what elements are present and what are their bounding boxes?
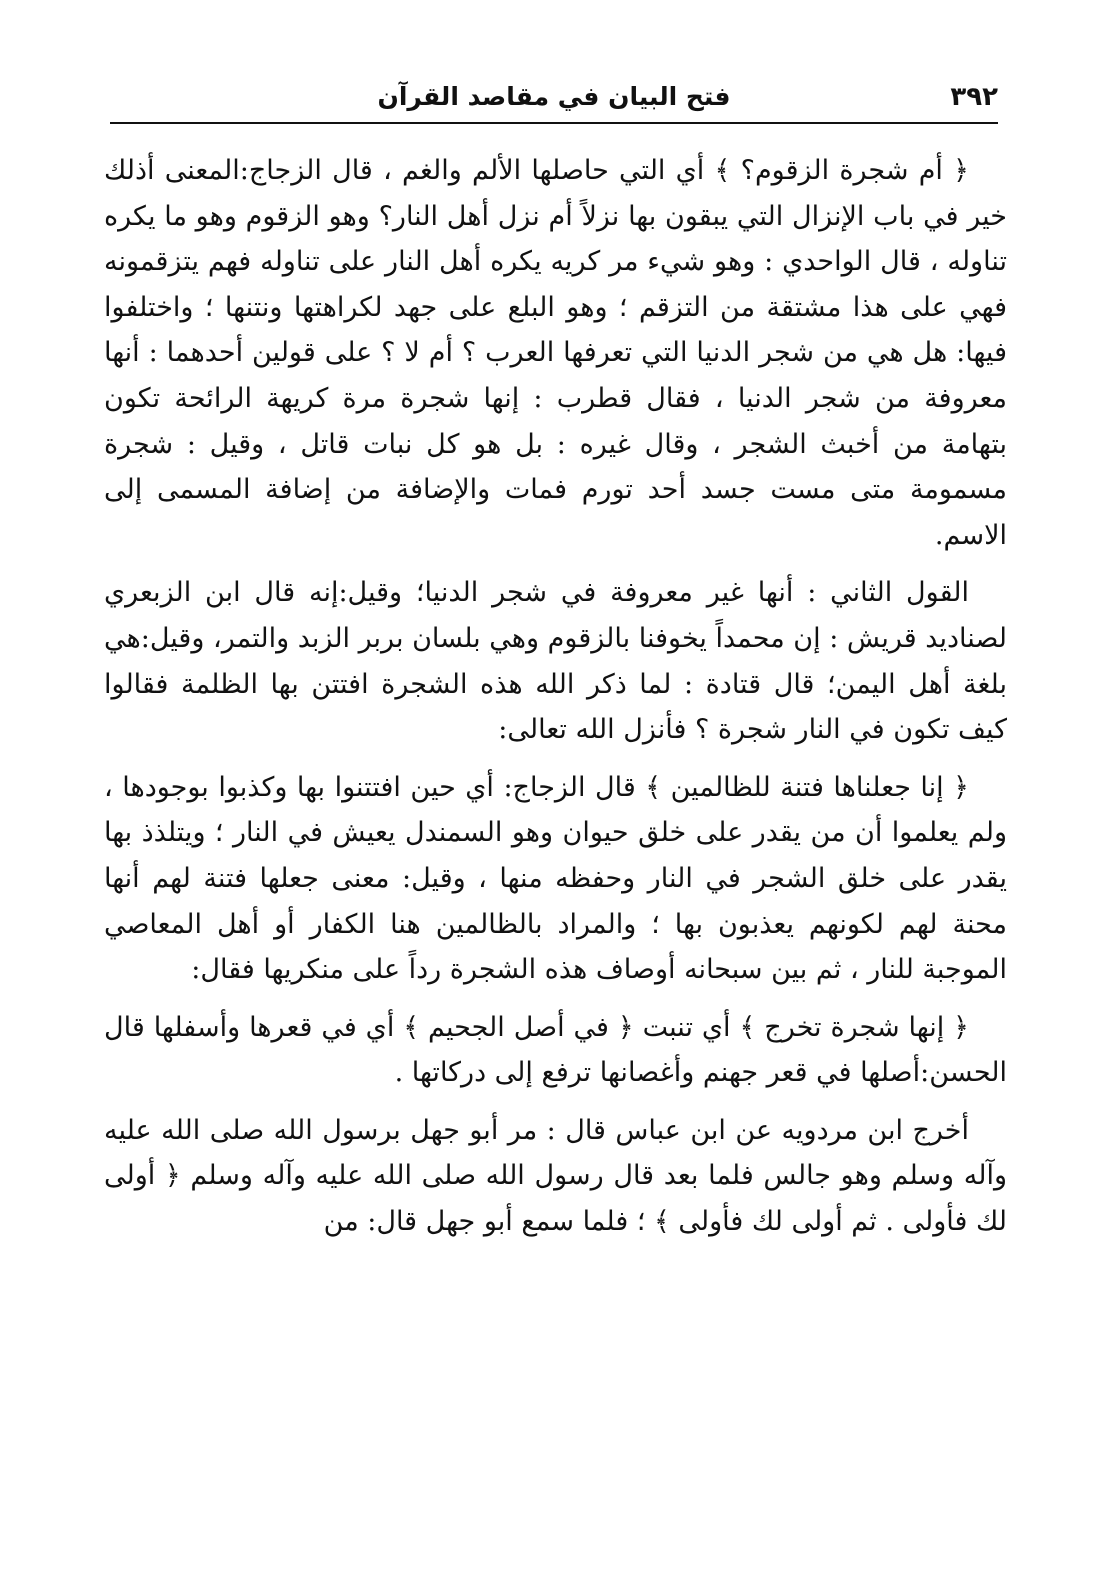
paragraph-5: أخرج ابن مردويه عن ابن عباس قال : مر أبو جهل برسول الله صلى الله عليه وآله وسلم وهو جالس فلما بعد قال رسول الله صلى الله عليه وآله وسلم ﴿ أولى لك فأولى . ثم أولى لك فأولى ﴾ ؛ فلما سمع أبو جهل قال: من bbox=[104, 1114, 1007, 1238]
paragraph-3: ﴿ إنا جعلناها فتنة للظالمين ﴾ قال الزجاج: أي حين افتتنوا بها وكذبوا بوجودها ، ولم يعلموا أن من يقدر على خلق حيوان وهو السمندل يعيش في النار ؛ ويتلذذ بها يقدر على خلق الشجر في النار وحفظه منها ، وقيل: معنى جعلها فتنة لهم أنها محنة لهم لكونهم يعذبون بها ؛ والمراد بالظالمين هنا الكفار أو أهل المعاصي الموجبة للنار ، ثم بين سبحانه أوصاف هذه الشجرة رداً على منكريها فقال: bbox=[104, 771, 1007, 986]
page-number: ٣٩٢ bbox=[950, 82, 998, 112]
page-header bbox=[110, 78, 998, 124]
paragraph-1: ﴿ أم شجرة الزقوم؟ ﴾ أي التي حاصلها الألم والغم ، قال الزجاج:المعنى أذلك خير في باب الإنزال التي يبقون بها نزلاً أم نزل أهل النار؟ وهو الزقوم وهو ما يكره تناوله ، قال الواحدي : وهو شيء مر كريه يكره أهل النار على تناوله فهم يتزقمونه فهي على هذا مشتقة من التزقم ؛ وهو البلع على جهد لكراهتها ونتنها ؛ واختلفوا فيها: هل هي من شجر الدنيا التي تعرفها العرب ؟ أم لا ؟ على قولين أحدهما : أنها معروفة من شجر الدنيا ، فقال قطرب : إنها شجرة مرة كريهة الرائحة تكون بتهامة من أخبث الشجر ، وقال غيره : بل هو كل نبات قاتل ، وقيل : شجرة مسمومة متى مست جسد أحد تورم فمات والإضافة من إضافة المسمى إلى الاسم. bbox=[104, 155, 1007, 551]
running-title: فتح البيان في مقاصد القرآن bbox=[377, 82, 731, 111]
body-text bbox=[104, 148, 1007, 1245]
paragraph-2: القول الثاني : أنها غير معروفة في شجر الدنيا؛ وقيل:إنه قال ابن الزبعري لصناديد قريش : إن محمداً يخوفنا بالزقوم وهي بلسان بربر الزبد والتمر، وقيل:هي بلغة أهل اليمن؛ قال قتادة : لما ذكر الله هذه الشجرة افتتن بها الظلمة فقالوا كيف تكون في النار شجرة ؟ فأنزل الله تعالى: bbox=[104, 577, 1007, 746]
paragraph-4: ﴿ إنها شجرة تخرج ﴾ أي تنبت ﴿ في أصل الجحيم ﴾ أي في قعرها وأسفلها قال الحسن:أصلها في قعر جهنم وأغصانها ترفع إلى دركاتها . bbox=[104, 1011, 1007, 1089]
